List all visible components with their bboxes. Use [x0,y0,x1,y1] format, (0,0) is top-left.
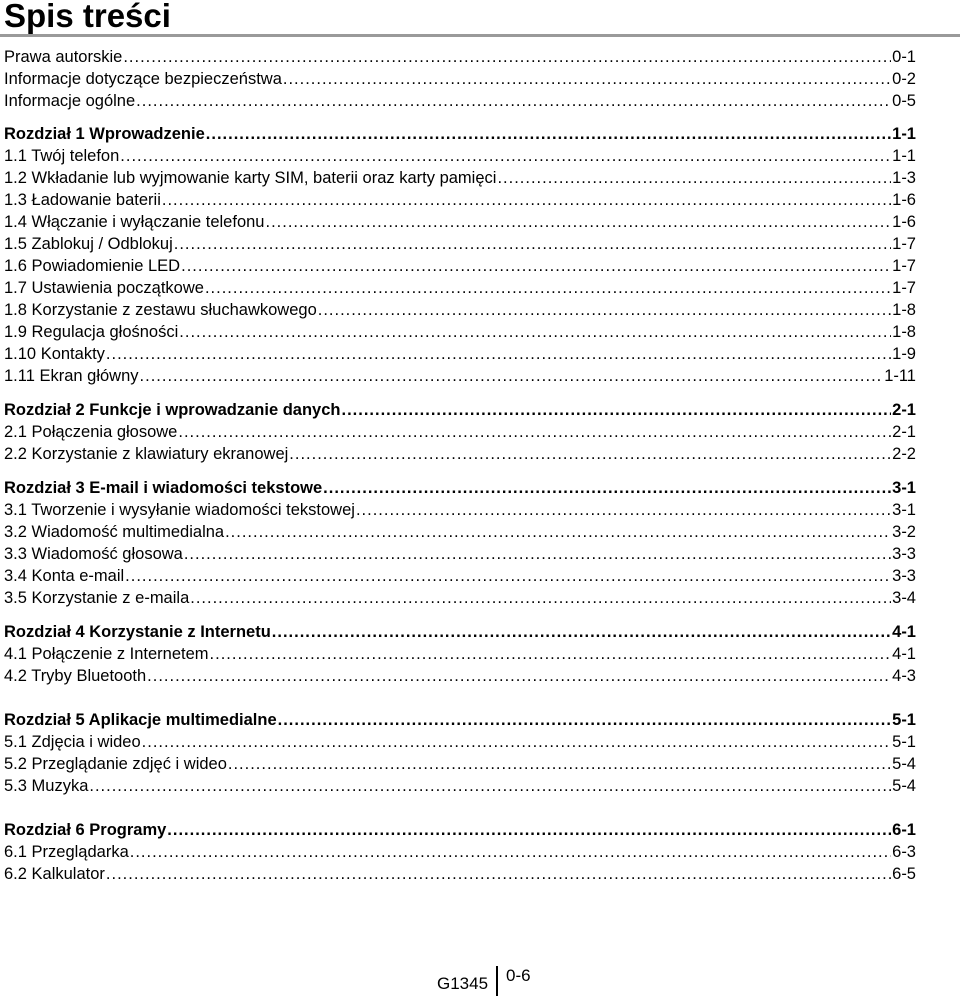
toc-entry-page: 3-3 [892,567,916,585]
toc-entry-page: 1-6 [892,191,916,209]
toc-entry-label: 1.5 Zablokuj / Odblokuj [4,235,173,253]
dot-leader [323,478,891,498]
dot-leader [174,234,891,254]
dot-leader [206,124,891,144]
toc-entry-page: 1-3 [892,169,916,187]
dot-leader [228,754,891,774]
page-title: Spis treści [4,0,171,34]
toc-entry[interactable] [4,640,916,664]
toc-entry-label: 5.2 Przeglądanie zdjęć i wideo [4,755,227,773]
toc-entry[interactable] [4,274,916,298]
toc-chapter-entry[interactable] [4,816,916,840]
toc-entry-label: 4.1 Połączenie z Internetem [4,645,209,663]
toc-entry-label: 1.8 Korzystanie z zestawu słuchawkowego [4,301,317,319]
toc-entry-label: 3.1 Tworzenie i wysyłanie wiadomości tekstowej [4,501,355,519]
page-number: 0-6 [506,966,531,985]
toc-entry-label: 3.3 Wiadomość głosowa [4,545,183,563]
toc-entry-label: Rozdział 1 Wprowadzenie [4,125,205,143]
toc-entry-page: 5-1 [892,733,916,751]
toc-entry-page: 1-7 [892,235,916,253]
dot-leader [147,666,891,686]
dot-leader [125,566,891,586]
toc-entry[interactable] [4,164,916,188]
dot-leader [278,710,892,730]
toc-entry-label: Rozdział 5 Aplikacje multimedialne [4,711,277,729]
dot-leader [184,544,891,564]
header-bar [0,0,960,37]
toc-entry-label: 1.3 Ładowanie baterii [4,191,161,209]
toc-entry-label: 1.7 Ustawienia początkowe [4,279,204,297]
toc-entry-page: 1-11 [884,367,916,385]
toc-entry[interactable] [4,518,916,542]
toc-entry[interactable] [4,230,916,254]
toc-entry-page: 1-8 [892,323,916,341]
toc-entry[interactable] [4,418,916,442]
dot-leader [356,500,891,520]
toc-entry[interactable] [4,362,916,386]
toc-entry-label: 1.4 Włączanie i wyłączanie telefonu [4,213,265,231]
toc-entry-label: 3.2 Wiadomość multimedialna [4,523,225,541]
toc-chapter-entry[interactable] [4,706,916,730]
toc-entry-label: 1.9 Regulacja głośności [4,323,179,341]
toc-entry[interactable] [4,662,916,686]
toc-entry-page: 0-1 [892,48,916,66]
dot-leader [210,644,892,664]
toc-entry-label: 2.2 Korzystanie z klawiatury ekranowej [4,445,289,463]
toc-entry[interactable] [4,584,916,608]
toc-entry-page: 4-3 [892,667,916,685]
dot-leader [179,322,891,342]
dot-leader [205,278,891,298]
toc-chapter-entry[interactable] [4,618,916,642]
toc-entry-label: Rozdział 2 Funkcje i wprowadzanie danych [4,401,341,419]
toc-entry-page: 6-3 [892,843,916,861]
dot-leader [497,168,891,188]
toc-entry[interactable] [4,318,916,342]
model-number: G1345 [437,974,489,993]
dot-leader [167,820,891,840]
toc-entry[interactable] [4,87,916,111]
toc-entry-label: Rozdział 4 Korzystanie z Internetu [4,623,271,641]
toc-entry-label: 1.10 Kontakty [4,345,105,363]
toc-entry[interactable] [4,838,916,862]
toc-chapter-entry[interactable] [4,396,916,420]
toc-entry-page: 1-1 [892,125,916,143]
toc-entry-page: 6-5 [892,865,916,883]
toc-entry-page: 6-1 [892,821,916,839]
toc-entry[interactable] [4,186,916,210]
toc-entry-label: Informacje ogólne [4,92,136,110]
toc-entry[interactable] [4,750,916,774]
toc-entry[interactable] [4,296,916,320]
toc-entry[interactable] [4,142,916,166]
toc-chapter-entry[interactable] [4,474,916,498]
toc-entry-page: 1-1 [892,147,916,165]
toc-entry-page: 3-1 [892,501,916,519]
toc-entry[interactable] [4,860,916,884]
toc-entry-page: 3-2 [892,523,916,541]
dot-leader [140,366,884,386]
toc-entry-page: 2-1 [892,401,916,419]
toc-entry-label: 5.3 Muzyka [4,777,89,795]
toc-entry-page: 1-7 [892,279,916,297]
toc-entry-page: 1-8 [892,301,916,319]
toc-chapter-entry[interactable] [4,120,916,144]
toc-entry[interactable] [4,772,916,796]
toc-entry[interactable] [4,440,916,464]
toc-entry-label: Rozdział 3 E-mail i wiadomości tekstowe [4,479,323,497]
toc-entry-page: 0-5 [892,92,916,110]
toc-entry-label: 1.2 Wkładanie lub wyjmowanie karty SIM, baterii oraz karty pamięci [4,169,497,187]
dot-leader [190,588,891,608]
dot-leader [318,300,891,320]
toc-entry-label: Prawa autorskie [4,48,123,66]
toc-entry-label: 2.1 Połączenia głosowe [4,423,178,441]
toc-entry-label: 3.5 Korzystanie z e-maila [4,589,190,607]
toc-entry[interactable] [4,65,916,89]
toc-entry-page: 3-3 [892,545,916,563]
toc-entry-label: 3.4 Konta e-mail [4,567,125,585]
toc-entry-page: 1-9 [892,345,916,363]
dot-leader [265,212,891,232]
toc-entry[interactable] [4,340,916,364]
toc-entry-label: 1.11 Ekran główny [4,367,139,385]
toc-entry-page: 5-1 [892,711,916,729]
dot-leader [106,864,891,884]
toc-entry-page: 2-2 [892,445,916,463]
toc-entry-page: 4-1 [892,623,916,641]
toc-entry-label: 1.1 Twój telefon [4,147,120,165]
toc-entry[interactable] [4,43,916,67]
toc-entry[interactable] [4,540,916,564]
toc-entry-page: 5-4 [892,755,916,773]
toc-entry[interactable] [4,252,916,276]
toc-entry-label: Rozdział 6 Programy [4,821,167,839]
dot-leader [130,842,891,862]
dot-leader [162,190,891,210]
toc-entry[interactable] [4,562,916,586]
toc-entry[interactable] [4,496,916,520]
dot-leader [123,47,891,67]
toc-entry-label: 6.1 Przeglądarka [4,843,129,861]
toc-entry-label: Informacje dotyczące bezpieczeństwa [4,70,282,88]
toc-entry-page: 3-4 [892,589,916,607]
toc-entry-label: 1.6 Powiadomienie LED [4,257,181,275]
dot-leader [289,444,891,464]
toc-entry-page: 3-1 [892,479,916,497]
dot-leader [342,400,892,420]
dot-leader [283,69,891,89]
toc-entry-page: 1-7 [892,257,916,275]
dot-leader [120,146,891,166]
toc-entry-page: 0-2 [892,70,916,88]
toc-entry-label: 5.1 Zdjęcia i wideo [4,733,141,751]
toc-entry-page: 1-6 [892,213,916,231]
toc-entry-label: 6.2 Kalkulator [4,865,105,883]
toc-entry-page: 2-1 [892,423,916,441]
toc-entry-label: 4.2 Tryby Bluetooth [4,667,147,685]
dot-leader [181,256,891,276]
dot-leader [272,622,891,642]
toc-entry-page: 5-4 [892,777,916,795]
toc-entry[interactable] [4,728,916,752]
dot-leader [178,422,891,442]
dot-leader [136,91,891,111]
dot-leader [89,776,891,796]
page-footer [437,964,531,996]
dot-leader [225,522,891,542]
dot-leader [142,732,891,752]
toc-entry[interactable] [4,208,916,232]
dot-leader [106,344,891,364]
toc-entry-page: 4-1 [892,645,916,663]
